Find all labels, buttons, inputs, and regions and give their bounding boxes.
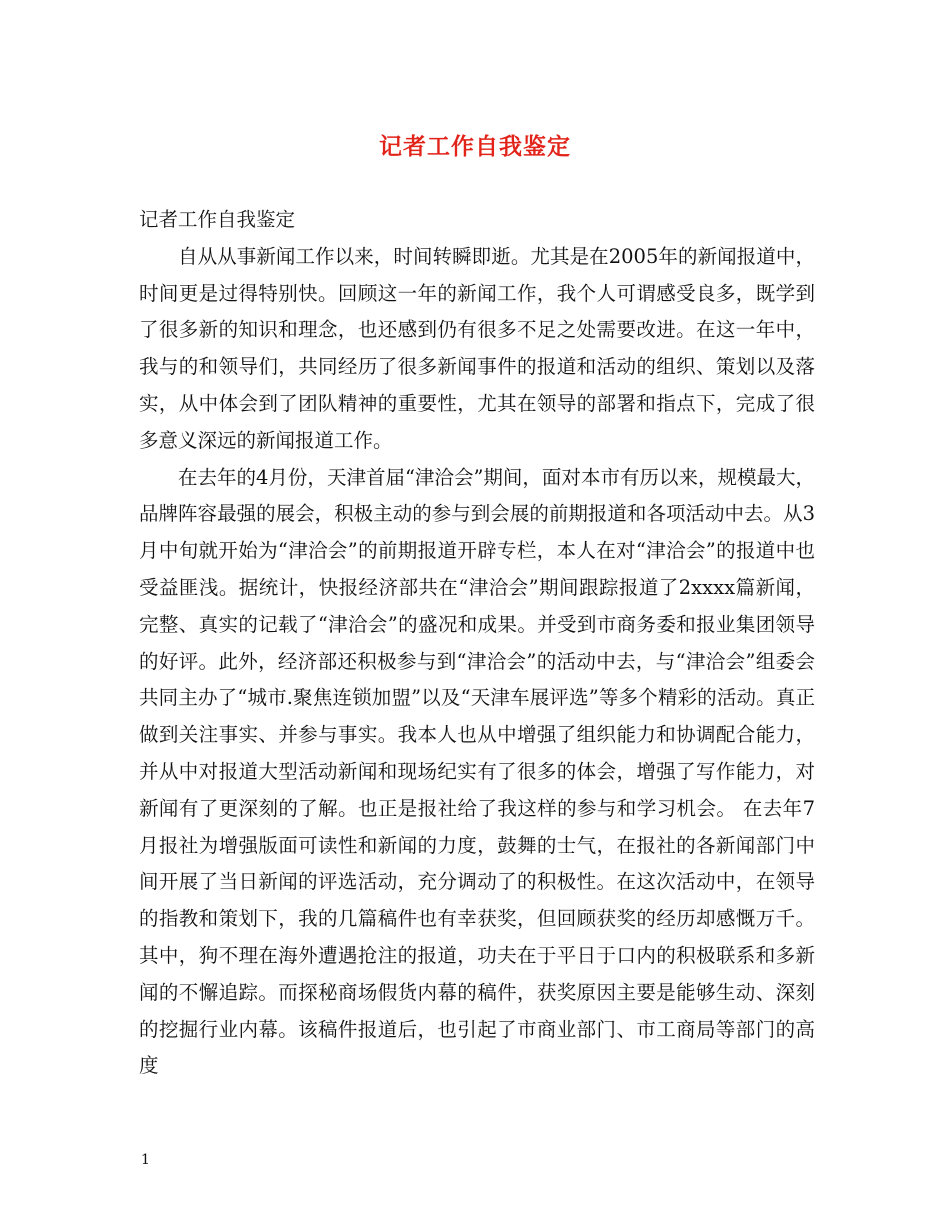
document-title: 记者工作自我鉴定 [379,133,571,160]
document-body [139,202,815,1085]
paragraph-1: 自从从事新闻工作以来，时间转瞬即逝。尤其是在2005年的新闻报道中，时间更是过得特别快。回顾这一年的新闻工作，我个人可谓感受良多，既学到了很多新的知识和理念，也还感到仍有很多不足之处需要改进。在这一年中，我与的和领导们，共同经历了很多新闻事件的报道和活动的组织、策划以及落实，从中体会到了团队精神的重要性，尤其在领导的部署和指点下，完成了很多意义深远的新闻报道工作。 [139,244,815,452]
document-subtitle: 记者工作自我鉴定 [139,208,296,231]
paragraph-2: 在去年的4月份，天津首届“津洽会”期间，面对本市有历以来，规模最大，品牌阵容最强的展会，积极主动的参与到会展的前期报道和各项活动中去。从3月中旬就开始为“津洽会”的前期报道开辟专栏，本人在对“津洽会”的报道中也受益匪浅。据统计，快报经济部共在“津洽会”期间跟踪报道了2xxxx篇新闻，完整、真实的记载了“津洽会”的盛况和成果。并受到市商务委和报业集团领导的好评。此外，经济部还积极参与到“津洽会”的活动中去，与“津洽会”组委会共同主办了“城市.聚焦连锁加盟”以及“天津车展评选”等多个精彩的活动。真正做到关注事实、并参与事实。我本人也从中增强了组织能力和协调配合能力，并从中对报道大型活动新闻和现场纪实有了很多的体会，增强了写作能力，对新闻有了更深刻的了解。也正是报社给了我这样的参与和学习机会。 在去年7月报社为增强版面可读性和新闻的力度，鼓舞的士气，在报社的各新闻部门中间开展了当日新闻的评选活动，充分调动了的积极性。在这次活动中，在领导的指教和策划下，我的几篇稿件也有幸获奖，但回顾获奖的经历却感慨万千。其中，狗不理在海外遭遇抢注的报道，功夫在于平日于口内的积极联系和多新闻的不懈追踪。而探秘商场假货内幕的稿件，获奖原因主要是能够生动、深刻的挖掘行业内幕。该稿件报道后，也引起了市商业部门、市工商局等部门的高度 [139,465,815,1078]
page-number: 1 [141,1152,150,1168]
